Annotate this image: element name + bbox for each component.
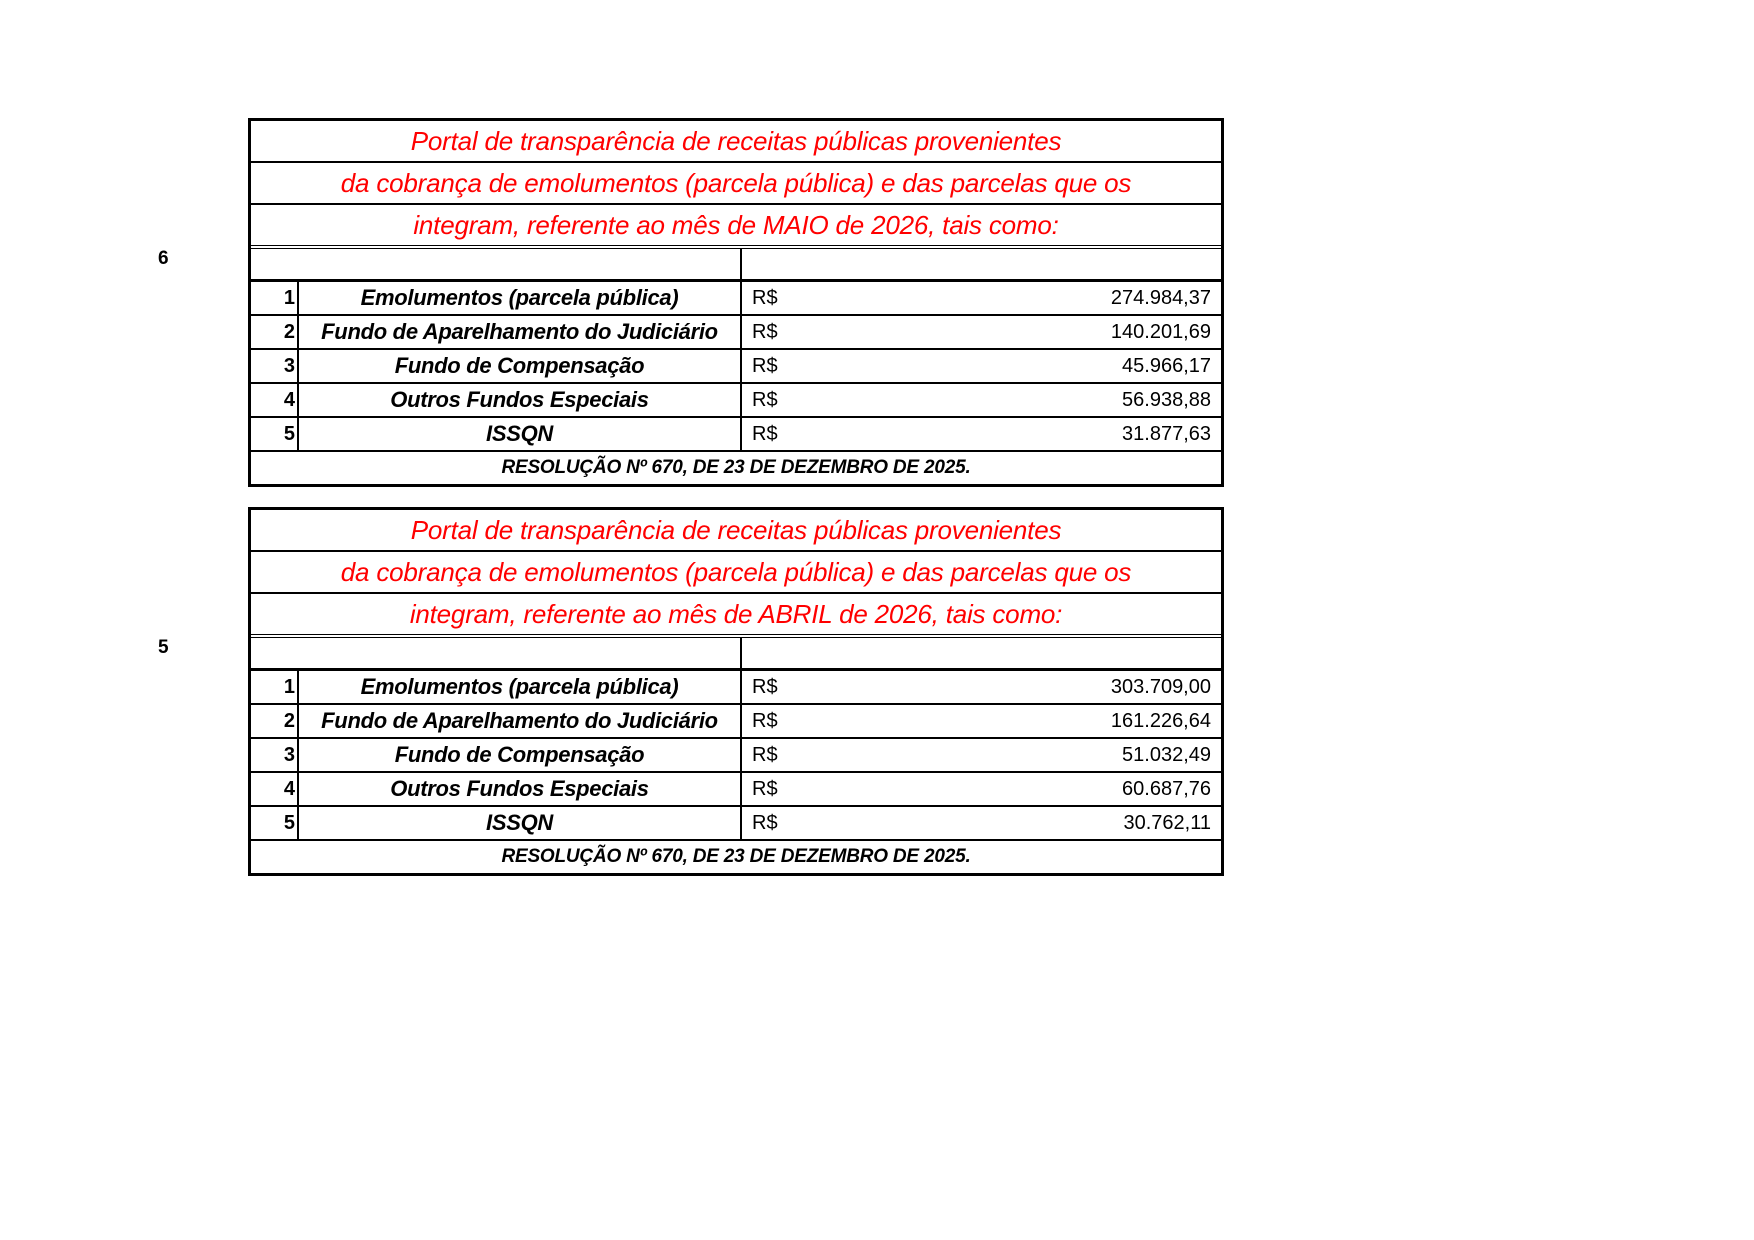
- row-currency: R$: [752, 710, 778, 732]
- table-row: [251, 350, 1221, 384]
- row-label: Outros Fundos Especiais: [299, 773, 742, 805]
- header-line: Portal de transparência de receitas públicas provenientes: [251, 121, 1221, 163]
- row-number: 3: [251, 739, 299, 771]
- row-value: 51.032,49: [1122, 744, 1211, 766]
- row-number: 4: [251, 384, 299, 416]
- blank-cell: [251, 638, 742, 668]
- blank-cell: [742, 638, 1221, 668]
- table-row: [251, 773, 1221, 807]
- row-value: 60.687,76: [1122, 778, 1211, 800]
- table-row: [251, 671, 1221, 705]
- resolution-footer: RESOLUÇÃO Nº 670, DE 23 DE DEZEMBRO DE 2025.: [501, 457, 971, 478]
- table-row: [251, 418, 1221, 452]
- table-row: [251, 739, 1221, 773]
- row-value: 140.201,69: [1110, 321, 1211, 343]
- row-number: 2: [251, 705, 299, 737]
- row-value: 303.709,00: [1110, 676, 1211, 698]
- row-label: Emolumentos (parcela pública): [299, 671, 742, 703]
- table-row: [251, 384, 1221, 418]
- row-label: Outros Fundos Especiais: [299, 384, 742, 416]
- row-value: 31.877,63: [1122, 423, 1211, 445]
- blank-row: [251, 638, 1221, 671]
- row-number: 1: [251, 282, 299, 314]
- row-currency: R$: [752, 287, 778, 309]
- row-label: Fundo de Compensação: [299, 350, 742, 382]
- row-currency: R$: [752, 389, 778, 411]
- header-line: da cobrança de emolumentos (parcela pública) e das parcelas que os: [251, 163, 1221, 205]
- row-value: 161.226,64: [1110, 710, 1211, 732]
- row-currency: R$: [752, 812, 778, 834]
- transparency-table-may: [248, 118, 1224, 487]
- row-number: 5: [251, 807, 299, 839]
- row-label: ISSQN: [299, 418, 742, 450]
- row-label: Fundo de Aparelhamento do Judiciário: [299, 316, 742, 348]
- row-currency: R$: [752, 355, 778, 377]
- row-label: Fundo de Aparelhamento do Judiciário: [299, 705, 742, 737]
- row-number: 3: [251, 350, 299, 382]
- header-line: integram, referente ao mês de MAIO de 2026, tais como:: [251, 205, 1221, 249]
- table-row: [251, 316, 1221, 350]
- row-number: 1: [251, 671, 299, 703]
- resolution-footer: RESOLUÇÃO Nº 670, DE 23 DE DEZEMBRO DE 2025.: [501, 846, 971, 867]
- blank-cell: [742, 249, 1221, 279]
- table-row: [251, 807, 1221, 841]
- row-currency: R$: [752, 778, 778, 800]
- transparency-table-april: [248, 507, 1224, 876]
- row-value: 56.938,88: [1122, 389, 1211, 411]
- side-number: 5: [158, 637, 169, 658]
- header-line: integram, referente ao mês de ABRIL de 2026, tais como:: [251, 594, 1221, 638]
- header-line: da cobrança de emolumentos (parcela pública) e das parcelas que os: [251, 552, 1221, 594]
- row-number: 4: [251, 773, 299, 805]
- row-value: 274.984,37: [1110, 287, 1211, 309]
- row-value: 45.966,17: [1122, 355, 1211, 377]
- side-number: 6: [158, 248, 169, 269]
- row-label: ISSQN: [299, 807, 742, 839]
- row-label: Emolumentos (parcela pública): [299, 282, 742, 314]
- row-currency: R$: [752, 423, 778, 445]
- header-line: Portal de transparência de receitas públicas provenientes: [251, 510, 1221, 552]
- blank-cell: [251, 249, 742, 279]
- row-currency: R$: [752, 744, 778, 766]
- row-number: 2: [251, 316, 299, 348]
- row-number: 5: [251, 418, 299, 450]
- row-label: Fundo de Compensação: [299, 739, 742, 771]
- row-currency: R$: [752, 321, 778, 343]
- table-row: [251, 282, 1221, 316]
- table-row: [251, 705, 1221, 739]
- blank-row: [251, 249, 1221, 282]
- row-currency: R$: [752, 676, 778, 698]
- row-value: 30.762,11: [1123, 812, 1211, 834]
